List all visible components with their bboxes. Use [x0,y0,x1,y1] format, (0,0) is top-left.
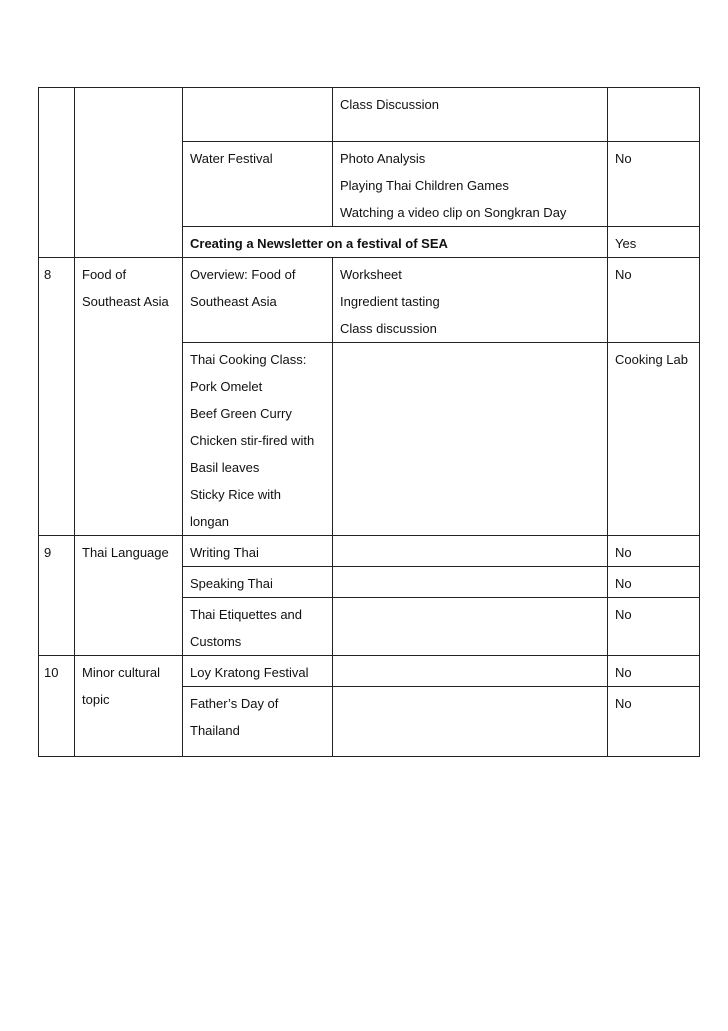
flag-text: Yes [615,236,637,251]
topic-line: Basil leaves [190,460,260,475]
topic-line: Overview: Food of [190,267,296,282]
unit-number-cell [39,656,75,757]
topic-cell [183,567,333,598]
activity-line: Ingredient tasting [340,294,440,309]
unit-name-line: Minor cultural [82,665,161,680]
activity-cell [333,687,608,757]
unit-number: 10 [44,665,59,680]
flag-cell [608,536,700,567]
activity-line: Class discussion [340,321,437,336]
topic-cell [183,536,333,567]
topic-line: Sticky Rice with [190,487,282,502]
flag-text: No [615,545,632,560]
topic-line: Customs [190,634,242,649]
flag-cell [608,567,700,598]
topic-line: Speaking Thai [190,576,273,591]
flag-text: No [615,576,632,591]
topic-line: longan [190,514,230,529]
topic-cell [183,88,333,142]
flag-cell [608,88,700,142]
table-row [39,656,700,687]
table-row [39,88,700,142]
merged-topic-text: Creating a Newsletter on a festival of SEA [190,236,448,251]
curriculum-table [38,87,700,757]
flag-cell [608,598,700,656]
unit-name-line: Southeast Asia [82,294,169,309]
activity-cell [333,567,608,598]
topic-line: Southeast Asia [190,294,277,309]
flag-cell [608,227,700,258]
topic-line: Water Festival [190,151,273,166]
flag-cell [608,142,700,227]
merged-topic-cell [183,227,608,258]
unit-name-line: Thai Language [82,545,169,560]
unit-number-cell [39,258,75,536]
activity-cell [333,536,608,567]
unit-name-line: topic [82,692,110,707]
activity-line: Watching a video clip on Songkran Day [340,205,567,220]
topic-cell [183,343,333,536]
unit-name-line: Food of [82,267,127,282]
activity-cell [333,142,608,227]
topic-cell [183,656,333,687]
unit-number-cell [39,88,75,258]
flag-cell [608,258,700,343]
activity-cell [333,598,608,656]
topic-line: Loy Kratong Festival [190,665,309,680]
flag-cell [608,687,700,757]
topic-cell [183,687,333,757]
topic-line: Thailand [190,723,240,738]
activity-line: Worksheet [340,267,402,282]
activity-cell [333,656,608,687]
topic-line: Thai Etiquettes and [190,607,303,622]
unit-name-cell [75,536,183,656]
flag-text: No [615,151,632,166]
activity-cell [333,88,608,142]
topic-cell [183,142,333,227]
activity-cell [333,343,608,536]
unit-number: 8 [44,267,52,282]
topic-line: Beef Green Curry [190,406,292,421]
unit-number: 9 [44,545,52,560]
unit-name-cell [75,656,183,757]
topic-cell [183,258,333,343]
activity-line: Photo Analysis [340,151,426,166]
flag-text: No [615,267,632,282]
table-row [39,258,700,343]
topic-line: Writing Thai [190,545,259,560]
topic-line: Father’s Day of [190,696,279,711]
topic-line: Pork Omelet [190,379,263,394]
flag-text: Cooking Lab [615,352,688,367]
activity-line: Playing Thai Children Games [340,178,509,193]
activity-line: Class Discussion [340,97,439,112]
topic-cell [183,598,333,656]
flag-text: No [615,665,632,680]
unit-name-cell [75,88,183,258]
flag-cell [608,656,700,687]
topic-line: Chicken stir-fired with [190,433,315,448]
unit-name-cell [75,258,183,536]
unit-number-cell [39,536,75,656]
activity-cell [333,258,608,343]
flag-text: No [615,696,632,711]
flag-cell [608,343,700,536]
topic-line: Thai Cooking Class: [190,352,307,367]
table-row [39,536,700,567]
flag-text: No [615,607,632,622]
